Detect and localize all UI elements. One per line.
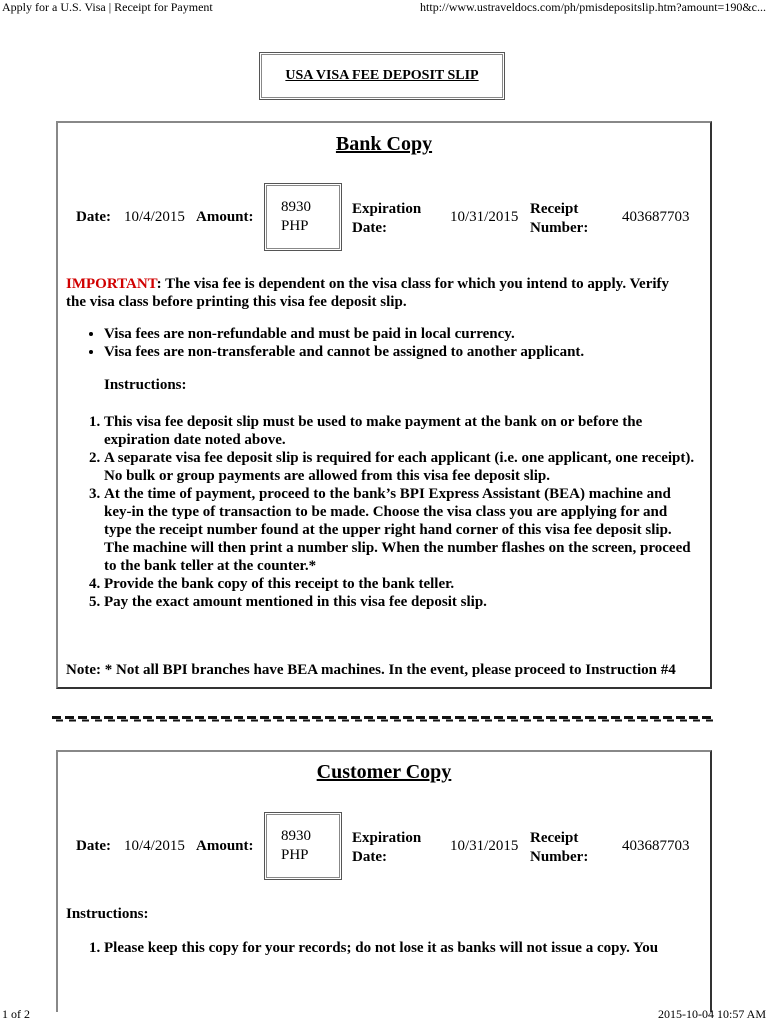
amount-currency: PHP: [281, 218, 309, 234]
list-item: • Visa fees are non-transferable and cannot be assigned to another applicant.: [104, 343, 584, 361]
expiration-label: [352, 200, 421, 238]
page-count: 1 of 2: [2, 1007, 30, 1021]
expiration-label-line2: Date:: [352, 220, 387, 236]
expiration-value: 10/31/2015: [450, 838, 519, 854]
important-label: IMPORTANT: [66, 276, 157, 292]
instructions-list: [66, 939, 696, 957]
browser-url: http://www.ustraveldocs.com/ph/pmisdepositslip.htm?amount=190&c...: [420, 0, 766, 14]
amount-box: [264, 812, 342, 880]
fee-rules-list: [66, 325, 584, 361]
date-label: Date:: [76, 838, 111, 854]
cut-line-divider: [52, 715, 714, 723]
receipt-number-value: 403687703: [622, 838, 690, 854]
important-notice: [66, 275, 692, 311]
amount-label: Amount:: [196, 209, 254, 225]
amount-box: [264, 183, 342, 251]
document-title-text: USA VISA FEE DEPOSIT SLIP: [285, 68, 479, 83]
instructions-heading: Instructions:: [66, 906, 149, 922]
bea-note: Note: * Not all BPI branches have BEA machines. In the event, please proceed to Instruction #4: [66, 662, 676, 678]
expiration-label-line1: Expiration: [352, 201, 422, 217]
expiration-label-line2: Date:: [352, 849, 387, 865]
receipt-label-line1: Receipt: [530, 201, 579, 217]
list-item: • Visa fees are non-refundable and must be paid in local currency.: [104, 325, 584, 343]
date-value: 10/4/2015: [124, 838, 185, 854]
expiration-label: [352, 829, 421, 867]
instructions-list: [66, 413, 696, 611]
browser-page-title: Apply for a U.S. Visa | Receipt for Payment: [2, 0, 213, 14]
receipt-label: [530, 200, 588, 238]
list-item: 4. Provide the bank copy of this receipt to the bank teller.: [104, 575, 696, 593]
amount-currency: PHP: [281, 847, 309, 863]
amount-value: 8930: [281, 828, 311, 844]
amount-label: Amount:: [196, 838, 254, 854]
list-item: 5. Pay the exact amount mentioned in this visa fee deposit slip.: [104, 593, 696, 611]
receipt-number-value: 403687703: [622, 209, 690, 225]
date-label: Date:: [76, 209, 111, 225]
customer-copy-panel: [56, 750, 712, 1012]
date-value: 10/4/2015: [124, 209, 185, 225]
bank-copy-details-row: [58, 183, 710, 263]
receipt-label-line2: Number:: [530, 220, 589, 236]
bank-copy-panel: [56, 121, 712, 689]
list-item: 2. A separate visa fee deposit slip is required for each applicant (i.e. one applicant, one receipt). No bulk or group payments are allowed from this visa fee deposit slip.: [104, 449, 696, 485]
receipt-label: [530, 829, 588, 867]
list-item: 1. This visa fee deposit slip must be used to make payment at the bank on or before the expiration date noted above.: [104, 413, 696, 449]
list-item: 3. At the time of payment, proceed to the bank’s BPI Express Assistant (BEA) machine and key-in the type of transaction to be made. Choose the visa class you are applying for and type the receipt number found at the upper right hand corner of this visa fee deposit slip. The machine will then print a number slip. When the number flashes on the screen, proceed to the bank teller at the counter.*: [104, 485, 696, 575]
receipt-label-line1: Receipt: [530, 830, 579, 846]
customer-copy-details-row: [58, 812, 710, 892]
instructions-heading: Instructions:: [104, 377, 187, 393]
expiration-value: 10/31/2015: [450, 209, 519, 225]
list-item: 1. Please keep this copy for your records; do not lose it as banks will not issue a copy. You: [104, 939, 696, 957]
bank-copy-title: Bank Copy: [335, 133, 433, 155]
amount-value: 8930: [281, 199, 311, 215]
receipt-label-line2: Number:: [530, 849, 589, 865]
customer-copy-title: Customer Copy: [316, 761, 452, 783]
expiration-label-line1: Expiration: [352, 830, 422, 846]
document-title: [259, 52, 505, 100]
important-text: : The visa fee is dependent on the visa class for which you intend to apply. Verify the visa class before printing this visa fee deposit slip.: [66, 276, 670, 310]
print-timestamp: 2015-10-04 10:57 AM: [658, 1007, 766, 1021]
